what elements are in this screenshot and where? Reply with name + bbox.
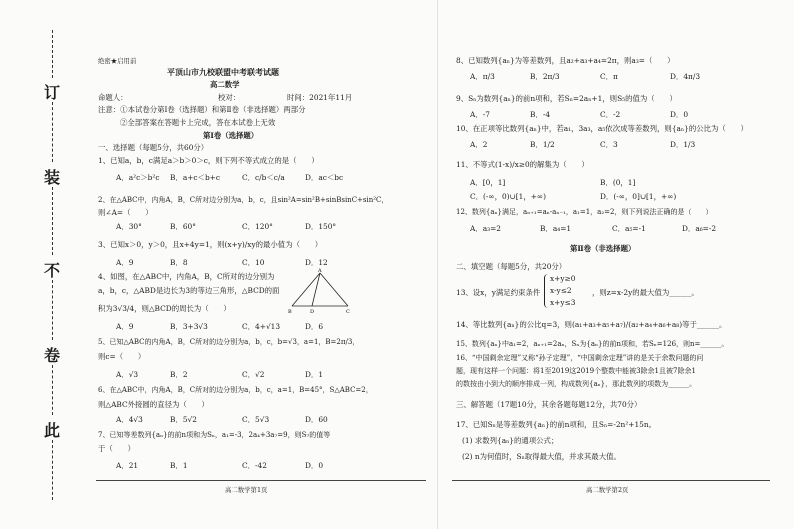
question-15-stem: 15、数列{aₙ}中a₁=2，aₙ₊₁=2aₙ，Sₙ为{aₙ}的前n项和，若Sₙ=126，则n=______。 bbox=[456, 340, 729, 348]
q9-option-a: A．-7 bbox=[470, 110, 490, 119]
q11-option-a: A．[0，1] bbox=[470, 178, 506, 187]
question-7-stem-cont: 于（ ） bbox=[98, 444, 135, 453]
question-12-stem: 12、数列{aₙ}满足，aₙ₊₁=aₙ-aₙ₋₁，a₁=1，a₂=2，则下列说法正确的是（ ） bbox=[456, 208, 713, 216]
binding-margin bbox=[0, 0, 70, 529]
page-divider bbox=[437, 0, 438, 529]
q8-option-c: C．π bbox=[600, 72, 618, 81]
q12-option-c: C．a₅=-1 bbox=[612, 224, 646, 233]
q2-option-b: B．60° bbox=[170, 222, 196, 231]
q12-option-d: D．a₆=-2 bbox=[682, 224, 717, 233]
q13-constraint-3: x+y≤3 bbox=[550, 298, 576, 307]
binding-dash-line bbox=[52, 102, 53, 162]
question-2-stem: 2、在△ABC中，内角A，B，C所对边分别为a，b，c，且sin²A=sin²B+sinBsinC+sin²C， bbox=[98, 196, 389, 204]
q10-option-b: B．1/2 bbox=[530, 140, 555, 149]
exam-time: 时间：2021年11月 bbox=[287, 93, 353, 102]
figure-label-c: C bbox=[346, 309, 350, 314]
footer-page-right: 高二数学第2页 bbox=[586, 486, 629, 494]
q10-option-c: C．3 bbox=[600, 140, 618, 149]
q9-option-b: B．-4 bbox=[530, 110, 551, 119]
figure-label-b: B bbox=[288, 309, 292, 314]
question-17-part-1: (1) 求数列{aₙ}的通项公式； bbox=[462, 436, 559, 445]
question-16-line-2: 题，现有这样一个问题：将1至2019这2019个整数中能被3除余1且被7除余1 bbox=[456, 367, 696, 375]
question-5-stem-cont: 则c=（ ） bbox=[98, 352, 146, 361]
q10-option-a: A．2 bbox=[470, 140, 488, 149]
q5-option-d: D．1 bbox=[305, 370, 324, 379]
q13-constraint-2: x-y≤2 bbox=[550, 286, 572, 295]
q6-option-c: C．5√3 bbox=[242, 415, 270, 424]
confidential-note: 绝密★启用前 bbox=[98, 57, 137, 65]
binding-char-bu: 不 bbox=[43, 261, 60, 280]
q1-option-a: A．a²c＞b²c bbox=[116, 173, 160, 182]
q3-option-c: C．10 bbox=[242, 258, 265, 267]
question-2-stem-cont: 则∠A=（ ） bbox=[98, 208, 153, 217]
q4-option-c: C．4+√13 bbox=[242, 322, 281, 331]
part-one-heading: 第Ⅰ卷（选择题） bbox=[203, 131, 259, 140]
q12-option-a: A．a₃=2 bbox=[470, 224, 501, 233]
binding-char-ci: 此 bbox=[43, 421, 60, 440]
exam-subject: 高二数学 bbox=[210, 80, 240, 89]
binding-char-zhuang: 装 bbox=[43, 168, 60, 187]
q8-option-b: B．2π/3 bbox=[530, 72, 560, 81]
q6-option-b: B．5√2 bbox=[170, 415, 197, 424]
q4-option-a: A．9 bbox=[116, 322, 134, 331]
binding-dash-line bbox=[52, 440, 53, 500]
question-16-line-1: 16、“中国剩余定理”又称“孙子定理”，“中国剩余定理”讲的是关于余数问题的问 bbox=[456, 354, 704, 362]
q2-option-a: A．30° bbox=[116, 222, 142, 231]
footer-rule-left bbox=[96, 480, 426, 481]
q1-option-b: B．a+c＜b+c bbox=[170, 173, 221, 182]
binding-char-juan: 卷 bbox=[43, 346, 60, 365]
question-9-stem: 9、Sₙ为数列{aₙ}的前n项和，若Sₙ=2aₙ+1，则S₅的值为（ ） bbox=[456, 94, 677, 103]
q3-option-a: A．9 bbox=[116, 258, 134, 267]
binding-dash-line bbox=[52, 187, 53, 255]
q3-option-b: B．8 bbox=[170, 258, 188, 267]
figure-label-a: A bbox=[318, 268, 322, 274]
proofreader-line: 校对： bbox=[218, 93, 241, 102]
q8-option-d: D．4π/3 bbox=[670, 72, 701, 81]
q5-option-a: A．√3 bbox=[116, 370, 139, 379]
question-1-stem: 1、已知a，b，c满足a＞b＞0＞c，则下列不等式成立的是（ ） bbox=[98, 156, 319, 165]
q7-option-d: D．0 bbox=[305, 461, 324, 470]
q7-option-a: A．21 bbox=[116, 461, 139, 470]
section-one-heading: 一、选择题（每题5分，共60分） bbox=[98, 143, 209, 152]
q11-option-b: B．(0，1] bbox=[600, 178, 636, 187]
author-line: 命题人： bbox=[98, 93, 128, 102]
q9-option-c: C．-2 bbox=[600, 110, 621, 119]
question-6-stem: 6、在△ABC中，内角A，B，C所对的边分别为a，b，c，a=1，B=45°，S△ABC=2， bbox=[98, 386, 373, 394]
q5-option-b: B．2 bbox=[170, 370, 188, 379]
binding-dash-line bbox=[52, 280, 53, 340]
instruction-2: ②全部答案在答题卡上完成，答在本试卷上无效 bbox=[120, 118, 276, 127]
binding-dash-line bbox=[52, 365, 53, 415]
section-three-heading: 三、解答题（17题10分，其余各题每题12分，共70分） bbox=[456, 400, 642, 409]
binding-dash-line bbox=[52, 30, 53, 78]
q11-option-c: C．(-∞，0)∪[1，+∞) bbox=[470, 192, 546, 201]
question-16-line-3: 的数按由小到大的顺序排成一列，构成数列{aₙ}，那此数列的项数为______。 bbox=[456, 380, 697, 388]
q1-option-c: C．c/b＜c/a bbox=[242, 173, 285, 182]
question-11-stem: 11、不等式(1-x)/x≥0的解集为（ ） bbox=[456, 160, 589, 169]
q7-option-c: C．-42 bbox=[242, 461, 267, 470]
question-17-part-2: (2) n为何值时，Sₙ取得最大值，并求其最大值。 bbox=[462, 452, 621, 461]
section-two-heading: 二、填空题（每题5分，共20分） bbox=[456, 262, 567, 271]
q11-option-d: D．(-∞，0]∪[1，+∞) bbox=[600, 192, 677, 201]
q10-option-d: D．1/3 bbox=[670, 140, 696, 149]
binding-char-ding: 订 bbox=[43, 83, 60, 102]
question-6-stem-cont: 则△ABC外接圆的直径为（ ） bbox=[98, 400, 209, 409]
q2-option-d: D．150° bbox=[305, 222, 337, 231]
question-5-stem: 5、已知△ABC的内角A，B，C所对的边分别为a，b，c，b=√3，a=1，B=2π/3， bbox=[98, 338, 360, 346]
q8-option-a: A．π/3 bbox=[470, 72, 495, 81]
q1-option-d: D．ac＜bc bbox=[305, 173, 344, 182]
question-13-stem: 13、设x，y满足约束条件 bbox=[456, 288, 541, 297]
instruction-1: 注意：①本试卷分第Ⅰ卷（选择题）和第Ⅱ卷（非选择题）两部分 bbox=[98, 105, 306, 114]
question-14-stem: 14、等比数列{aₙ}的公比q=3，则(a₁+a₃+a₅+a₇)/(a₂+a₄+a₆+a₈)等于______。 bbox=[456, 320, 727, 329]
question-17-stem: 17、已知Sₙ是等差数列{aₙ}的前n项和，且Sₙ=-2n²+15n。 bbox=[456, 420, 657, 429]
q6-option-a: A．4√3 bbox=[116, 415, 143, 424]
q7-option-b: B．1 bbox=[170, 461, 188, 470]
q6-option-d: D．60 bbox=[305, 415, 328, 424]
footer-page-left: 高二数学第1页 bbox=[225, 486, 268, 494]
question-8-stem: 8、已知数列{aₙ}为等差数列，且a₂+a₃+a₄=2π，则a₃=（ ） bbox=[456, 56, 675, 65]
question-3-stem: 3、已知x＞0，y＞0，且x+4y=1，则(x+y)/xy的最小值为（ ） bbox=[98, 240, 323, 249]
brace-left bbox=[544, 274, 549, 308]
q13-constraint-1: x+y≥0 bbox=[550, 274, 576, 283]
q12-option-b: B．a₄=1 bbox=[540, 224, 572, 233]
question-4-stem-cont: a，b，c，△ABD是边长为3的等边三角形，△BCD的面 bbox=[98, 286, 280, 295]
q4-option-b: B．3+3√3 bbox=[170, 322, 208, 331]
question-10-stem: 10、在正项等比数列{aₙ}中，若a₁，3a₃，a₅依次成等差数列，则{aₙ}的公比为（ ） bbox=[456, 124, 748, 133]
q4-option-d: D．6 bbox=[305, 322, 324, 331]
question-13-tail: ，则z=x-2y的最大值为______。 bbox=[592, 288, 699, 297]
figure-label-d: D bbox=[310, 309, 315, 314]
question-4-stem-cont2: 积为3√3/4，则△BCD的周长为（ ） bbox=[98, 304, 231, 313]
question-4-stem: 4、如图，在△ABC中，内角A，B，C所对的边分别为 bbox=[98, 272, 275, 281]
q2-option-c: C．120° bbox=[242, 222, 273, 231]
part-two-heading: 第Ⅱ卷（非选择题） bbox=[570, 244, 636, 253]
question-7-stem: 7、已知等差数列{aₙ}的前n项和为Sₙ，a₁=-3，2a₄+3a₇=9，则S₇的值等 bbox=[98, 431, 331, 439]
q9-option-d: D．0 bbox=[670, 110, 689, 119]
exam-title: 平顶山市九校联盟中考联考试题 bbox=[167, 67, 279, 77]
footer-rule-right bbox=[452, 480, 770, 481]
triangle-figure bbox=[288, 268, 352, 314]
q3-option-d: D．12 bbox=[305, 258, 328, 267]
q5-option-c: C．√2 bbox=[242, 370, 265, 379]
